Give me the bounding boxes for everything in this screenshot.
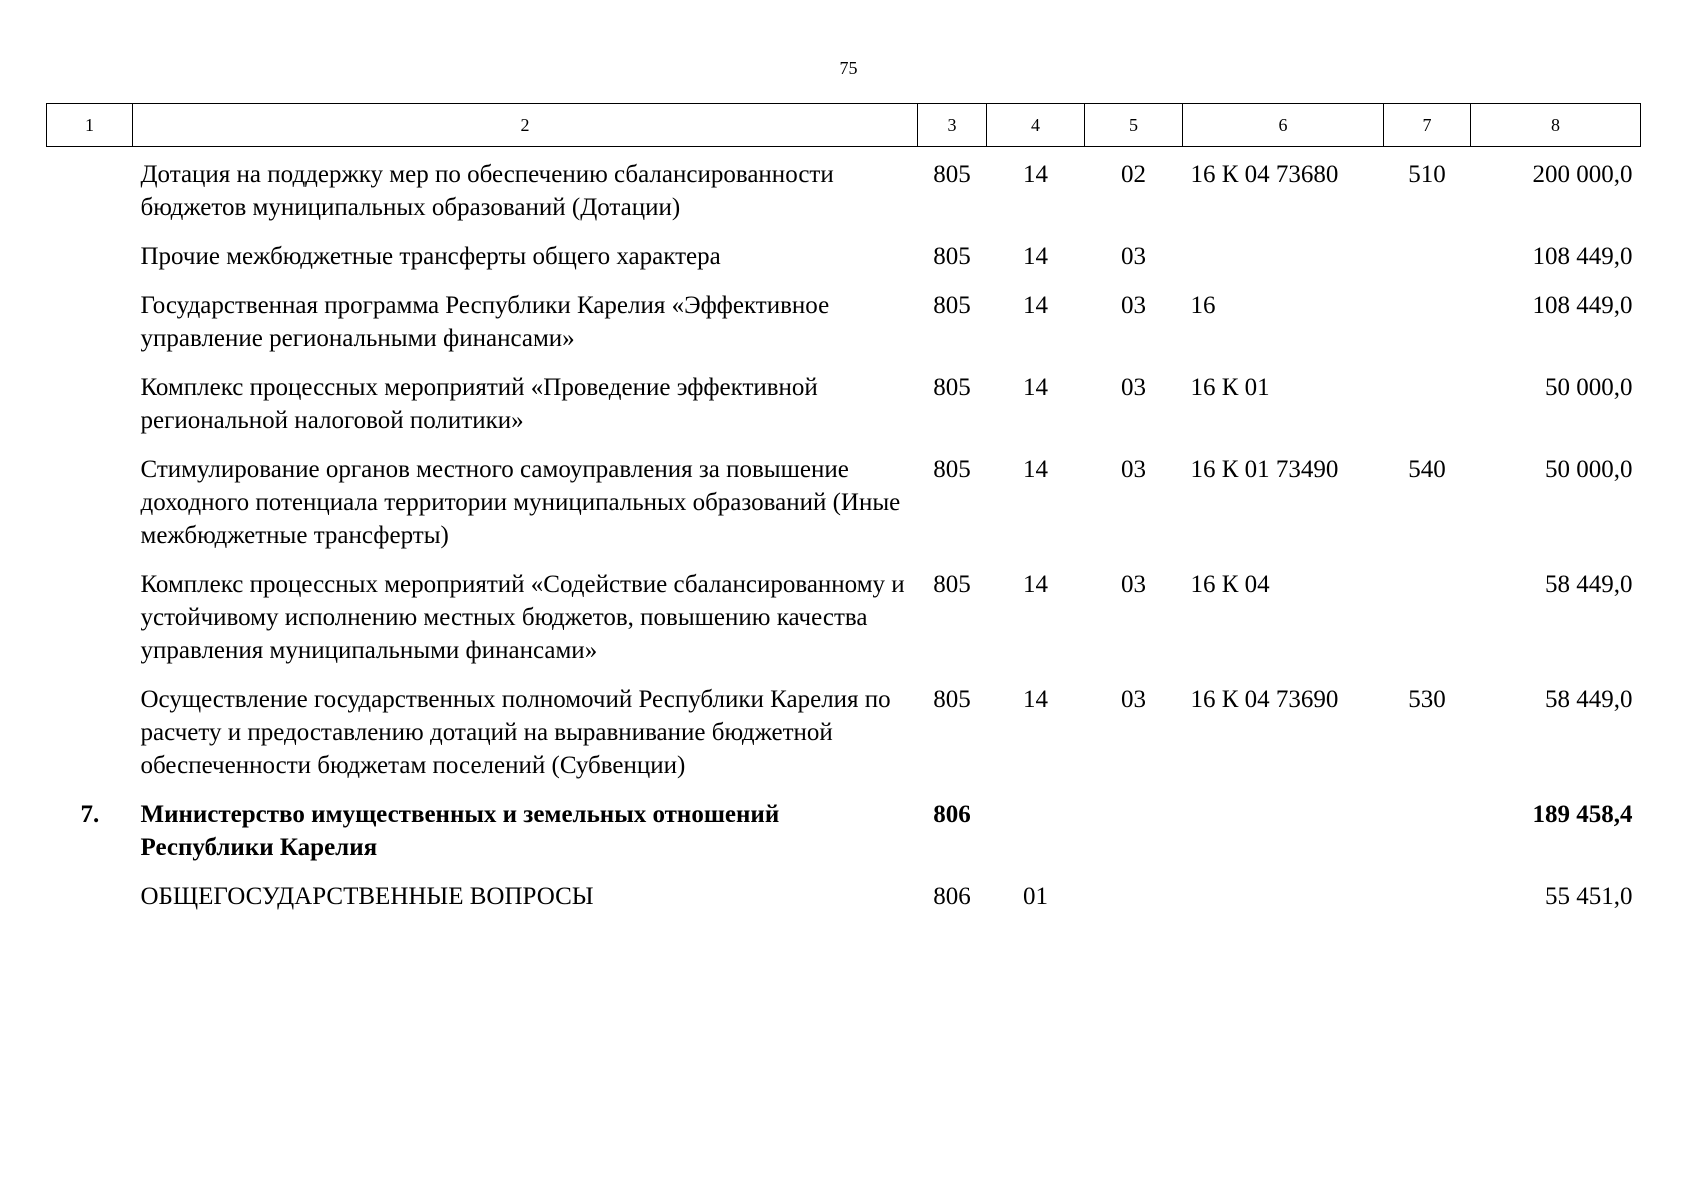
row-ved-code: 805 <box>933 571 971 598</box>
page-number: 75 <box>839 58 858 78</box>
row-section-code: 14 <box>1023 243 1048 270</box>
row-number <box>47 147 133 241</box>
row-name: Прочие межбюджетные трансферты общего характера <box>140 243 721 270</box>
row-name: Комплекс процессных мероприятий «Содействие сбалансированному и устойчивому исполнению местных бюджетов, повышению качества управления муниципальными финансами» <box>140 571 905 664</box>
row-amount: 50 000,0 <box>1545 456 1633 483</box>
row-amount: 108 449,0 <box>1532 243 1633 270</box>
row-subsection-code: 02 <box>1121 161 1146 188</box>
row-target-code: 16 К 04 <box>1190 571 1270 598</box>
row-amount: 58 449,0 <box>1545 571 1633 598</box>
row-amount: 189 458,4 <box>1532 801 1633 828</box>
row-expense-type: 530 <box>1408 686 1446 713</box>
row-section-code: 14 <box>1023 571 1048 598</box>
table-row <box>47 147 1641 241</box>
row-amount: 58 449,0 <box>1545 686 1633 713</box>
row-name: Дотация на поддержку мер по обеспечению сбалансированности бюджетов муниципальных образований (Дотации) <box>140 161 834 221</box>
row-number <box>47 880 133 929</box>
header-cell-6: 6 <box>1183 104 1384 147</box>
row-subsection-code <box>1085 798 1183 880</box>
row-subsection-code: 03 <box>1121 243 1146 270</box>
row-expense-type <box>1384 289 1471 371</box>
row-number <box>47 371 133 453</box>
row-number <box>47 568 133 683</box>
row-number <box>47 240 133 289</box>
row-ved-code: 805 <box>933 686 971 713</box>
row-expense-type <box>1384 880 1471 929</box>
row-number <box>47 683 133 798</box>
row-subsection-code: 03 <box>1121 292 1146 319</box>
row-amount: 50 000,0 <box>1545 374 1633 401</box>
row-section-code: 14 <box>1023 292 1048 319</box>
row-target-code: 16 К 04 73690 <box>1190 686 1339 713</box>
row-expense-type <box>1384 798 1471 880</box>
row-target-code: 16 К 04 73680 <box>1190 161 1339 188</box>
row-target-code <box>1183 798 1384 880</box>
table-header <box>47 104 1641 147</box>
header-cell-7: 7 <box>1384 104 1471 147</box>
row-ved-code: 805 <box>933 292 971 319</box>
row-expense-type <box>1384 568 1471 683</box>
header-cell-2: 2 <box>133 104 918 147</box>
row-amount: 55 451,0 <box>1545 883 1633 910</box>
row-number <box>47 289 133 371</box>
header-cell-4: 4 <box>987 104 1085 147</box>
row-subsection-code <box>1085 880 1183 929</box>
row-ved-code: 805 <box>933 374 971 401</box>
table-row <box>47 289 1641 371</box>
table-row <box>47 371 1641 453</box>
row-expense-type: 540 <box>1408 456 1446 483</box>
row-ved-code: 806 <box>933 801 971 828</box>
row-expense-type <box>1384 240 1471 289</box>
row-subsection-code: 03 <box>1121 456 1146 483</box>
row-section-code: 14 <box>1023 374 1048 401</box>
table-row-ministry <box>47 798 1641 880</box>
row-expense-type: 510 <box>1408 161 1446 188</box>
row-amount: 200 000,0 <box>1532 161 1633 188</box>
header-cell-3: 3 <box>918 104 987 147</box>
row-section-code: 14 <box>1023 456 1048 483</box>
row-name: Государственная программа Республики Карелия «Эффективное управление региональными финансами» <box>140 292 830 352</box>
row-section-code: 01 <box>1023 883 1048 910</box>
row-name: Комплекс процессных мероприятий «Проведение эффективной региональной налоговой политики» <box>140 374 818 434</box>
table-row <box>47 453 1641 568</box>
budget-table <box>46 103 1641 929</box>
row-name: Министерство имущественных и земельных отношений Республики Карелия <box>140 801 780 861</box>
row-target-code <box>1183 240 1384 289</box>
row-target-code <box>1183 880 1384 929</box>
row-number: 7. <box>80 801 100 828</box>
row-ved-code: 805 <box>933 456 971 483</box>
row-ved-code: 805 <box>933 243 971 270</box>
row-target-code: 16 К 01 <box>1190 374 1270 401</box>
row-name: Осуществление государственных полномочий Республики Карелия по расчету и предоставлению дотаций на выравнивание бюджетной обеспеченности бюджетам поселений (Субвенции) <box>140 686 891 779</box>
row-expense-type <box>1384 371 1471 453</box>
row-subsection-code: 03 <box>1121 571 1146 598</box>
row-ved-code: 805 <box>933 161 971 188</box>
row-ved-code: 806 <box>933 883 971 910</box>
row-name: Стимулирование органов местного самоуправления за повышение доходного потенциала территории муниципальных образований (Иные межбюджетные трансферты) <box>140 456 901 549</box>
row-number <box>47 453 133 568</box>
header-cell-8: 8 <box>1471 104 1641 147</box>
table-row <box>47 880 1641 929</box>
table-row <box>47 240 1641 289</box>
row-target-code: 16 <box>1190 292 1216 319</box>
table-row <box>47 568 1641 683</box>
header-row <box>47 104 1641 147</box>
row-target-code: 16 К 01 73490 <box>1190 456 1339 483</box>
header-cell-5: 5 <box>1085 104 1183 147</box>
row-subsection-code: 03 <box>1121 374 1146 401</box>
row-name: ОБЩЕГОСУДАРСТВЕННЫЕ ВОПРОСЫ <box>140 883 594 910</box>
row-section-code: 14 <box>1023 161 1048 188</box>
header-cell-1: 1 <box>47 104 133 147</box>
row-amount: 108 449,0 <box>1532 292 1633 319</box>
row-section-code <box>987 798 1085 880</box>
row-section-code: 14 <box>1023 686 1048 713</box>
table-row <box>47 683 1641 798</box>
table-body <box>47 147 1641 930</box>
row-subsection-code: 03 <box>1121 686 1146 713</box>
